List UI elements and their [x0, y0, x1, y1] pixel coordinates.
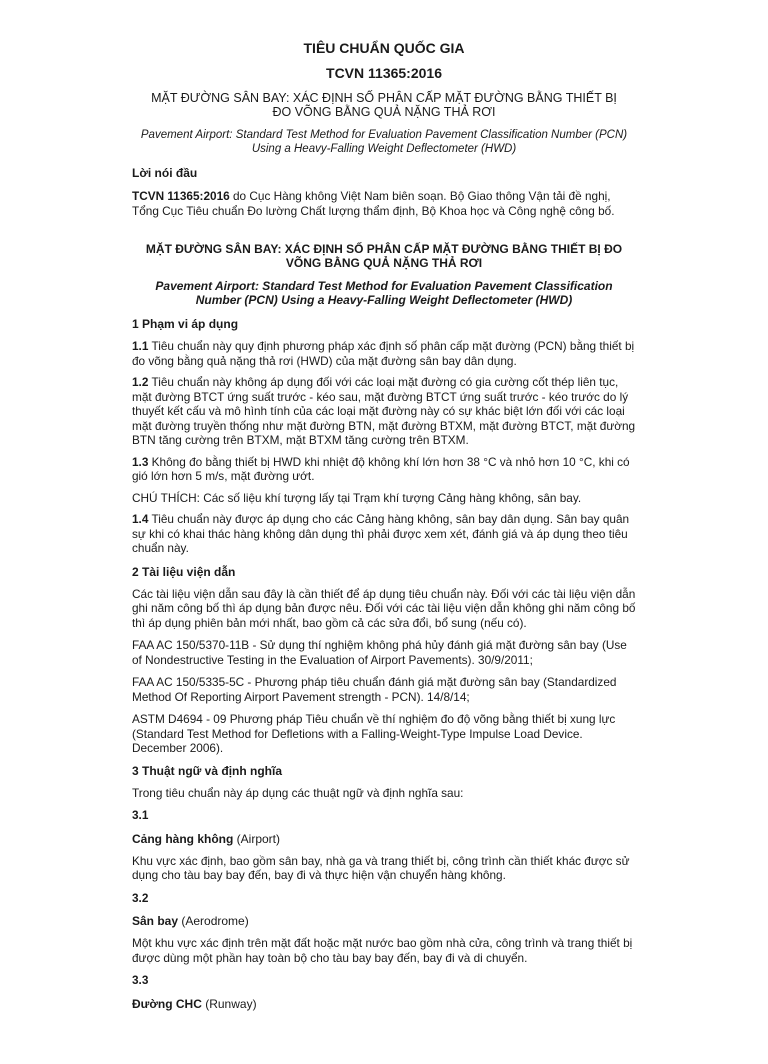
term-english: (Runway) [201, 996, 257, 1011]
clause-text: Tiêu chuẩn này quy định phương pháp xác định số phân cấp mặt đường (PCN) bằng thiết bị đo võng bằng quả nặng thả rơi (HWD) của mặt đường sân bay dân dụng. [132, 339, 635, 368]
clause-text: Không đo bằng thiết bị HWD khi nhiệt độ không khí lớn hơn 38 °C và nhỏ hơn 10 °C, khi có gió lớn hơn 5 m/s, mặt đường ướt. [132, 454, 630, 483]
section-3-title: 3 Thuật ngữ và định nghĩa [132, 763, 283, 778]
standard-code: TCVN 11365:2016 [326, 65, 442, 81]
clause-number: 1.1 [132, 339, 149, 353]
main-title-vietnamese: MẶT ĐƯỜNG SÂN BAY: XÁC ĐỊNH SỐ PHÂN CẤP MẶT ĐƯỜNG BẰNG THIẾT BỊ ĐO VÕNG BẰNG QUẢ NẶNG THẢ RƠI [145, 242, 623, 270]
clause-1-1 [132, 339, 636, 368]
english-title: Pavement Airport: Standard Test Method for Evaluation Pavement Classification Number (PCN) Using a Heavy-Falling Weight Deflectometer (HWD) [140, 129, 628, 155]
main-title-english: Pavement Airport: Standard Test Method for Evaluation Pavement Classification Number (PCN) Using a Heavy-Falling Weight Deflectometer (HWD) [155, 279, 613, 307]
clause-1-2 [132, 375, 636, 448]
term-name: Cảng hàng không [132, 831, 234, 846]
note-text: CHÚ THÍCH: Các số liệu khí tượng lấy tại Trạm khí tượng Cảng hàng không, sân bay. [132, 490, 582, 505]
clause-number: 1.4 [132, 512, 149, 526]
section-3-intro: Trong tiêu chuẩn này áp dụng các thuật ngữ và định nghĩa sau: [132, 785, 464, 800]
clause-number: 1.2 [132, 375, 149, 389]
section-2-intro: Các tài liệu viện dẫn sau đây là cần thiết để áp dụng tiêu chuẩn này. Đối với các tài liệu viện dẫn ghi năm công bố thì áp dụng bản được nêu. Đối với các tài liệu viện dẫn không ghi năm công bố thì áp dụng phiên bản mới nhất, bao gồm cả các sửa đổi, bổ sung (nếu có). [132, 586, 636, 630]
section-2-title: 2 Tài liệu viện dẫn [132, 564, 236, 579]
clause-number: 1.3 [132, 454, 149, 469]
term-3-2 [132, 914, 636, 928]
reference-faa-5335: FAA AC 150/5335-5C - Phương pháp tiêu chuẩn đánh giá mặt đường sân bay (Standardized Method Of Reporting Airport Pavement strength - PCN). 14/8/14; [132, 675, 617, 704]
reference-faa-5370: FAA AC 150/5370-11B - Sử dụng thí nghiệm không phá hủy đánh giá mặt đường sân bay (Use of Nondestructive Testing in the Evaluation of Airport Pavements). 30/9/2011; [132, 638, 627, 667]
term-3-2-definition: Một khu vực xác định trên mặt đất hoặc mặt nước bao gồm nhà cửa, công trình và trang thiết bị được dùng một phần hay toàn bộ cho tàu bay bay đến, bay đi và di chuyển. [132, 936, 633, 965]
term-3-3 [132, 997, 636, 1011]
term-3-2-number: 3.2 [132, 890, 149, 905]
term-3-1 [132, 832, 636, 846]
term-3-1-number: 3.1 [132, 808, 149, 822]
section-1-title: 1 Phạm vi áp dụng [132, 317, 239, 331]
standard-type-title: TIÊU CHUẨN QUỐC GIA [303, 40, 465, 56]
term-name: Sân bay [132, 914, 179, 928]
term-3-3-number: 3.3 [132, 973, 149, 987]
foreword-code: TCVN 11365:2016 [132, 189, 230, 203]
term-english: (Aerodrome) [178, 914, 249, 928]
clause-text: Tiêu chuẩn này được áp dụng cho các Cảng hàng không, sân bay dân dụng. Sân bay quân sự khi có khai thác hàng không dân dụng thì phải được xem xét, đánh giá và áp dụng theo tiêu chuẩn này. [132, 512, 630, 555]
clause-text: Tiêu chuẩn này không áp dụng đối với các loại mặt đường có gia cường cốt thép liên tục, mặt đường BTCT ứng suất trước - kéo sau, mặt đường BTCT ứng suất trước - kéo trước do lý thuyết kết cấu và mô hình tính của các loại mặt đường này có sự khác biệt lớn đối với các loại mặt đường truyền thống như mặt đường BTN, mặt đường BTXM, mặt đường BTCT, mặt đường BTN tăng cường trên BTXM, mặt BTXM tăng cường trên BTXM. [132, 375, 636, 447]
term-3-1-definition: Khu vực xác định, bao gồm sân bay, nhà ga và trang thiết bị, công trình cần thiết khác được sử dụng cho tàu bay bay đến, bay đi và thực hiện vận chuyển hàng không. [132, 853, 630, 882]
foreword-text: do Cục Hàng không Việt Nam biên soạn. Bộ Giao thông Vận tải đề nghị, Tổng Cục Tiêu chuẩn Đo lường Chất lượng thẩm định, Bộ Khoa học và Công nghệ công bố. [132, 189, 615, 218]
clause-1-3 [132, 455, 636, 484]
reference-astm-d4694: ASTM D4694 - 09 Phương pháp Tiêu chuẩn về thí nghiệm đo độ võng bằng thiết bị xung lực (Standard Test Method for Defletions with a Falling-Weight-Type Impulse Load Device. December 2006). [132, 712, 616, 755]
foreword-paragraph [132, 189, 636, 218]
term-name: Đường CHC [132, 996, 202, 1011]
clause-1-4 [132, 512, 636, 556]
vietnamese-title: MẶT ĐƯỜNG SÂN BAY: XÁC ĐỊNH SỐ PHÂN CẤP MẶT ĐƯỜNG BẰNG THIẾT BỊ ĐO VÕNG BẰNG QUẢ NẶNG THẢ RƠI [151, 91, 617, 119]
document-page [0, 40, 768, 1064]
foreword-heading: Lời nói đầu [132, 166, 198, 180]
term-english: (Airport) [233, 831, 280, 846]
